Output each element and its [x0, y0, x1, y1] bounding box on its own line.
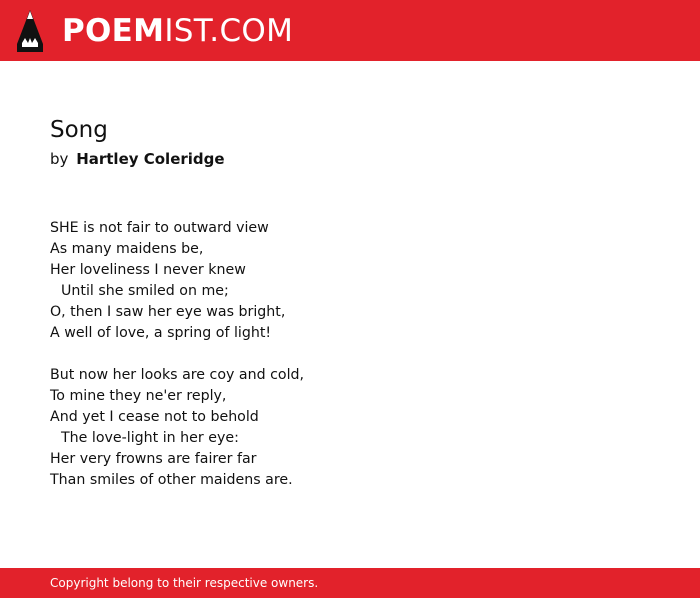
site-logo-text[interactable]: [62, 10, 293, 52]
poem-line: Her very frowns are fairer far: [50, 451, 257, 467]
site-header: [0, 0, 700, 61]
poem-line: Than smiles of other maidens are.: [50, 472, 293, 488]
author-link[interactable]: Hartley Coleridge: [76, 150, 225, 168]
poem-line: A well of love, a spring of light!: [50, 325, 272, 341]
copyright-text: Copyright belong to their respective owners.: [50, 576, 319, 590]
poem-line: Her loveliness I never knew: [50, 262, 246, 278]
stanza: [50, 218, 304, 344]
poem-line: SHE is not fair to outward view: [50, 220, 269, 236]
pencil-icon[interactable]: [17, 10, 43, 52]
stanza: [50, 365, 304, 491]
brand-bold: POEM: [62, 13, 165, 49]
poem-line: But now her looks are coy and cold,: [50, 367, 305, 383]
poem-title: Song: [50, 117, 108, 143]
poem-line: Until she smiled on me;: [61, 283, 229, 299]
brand-light: IST.COM: [164, 13, 294, 49]
poem-line: The love-light in her eye:: [61, 430, 239, 446]
byline: [50, 148, 225, 170]
poem-line: To mine they ne'er reply,: [50, 388, 227, 404]
by-label: by: [50, 150, 69, 168]
poem-body: [50, 218, 304, 512]
poem-line: As many maidens be,: [50, 241, 204, 257]
poem-line: O, then I saw her eye was bright,: [50, 304, 286, 320]
site-footer: [0, 568, 700, 598]
poem-line: And yet I cease not to behold: [50, 409, 259, 425]
